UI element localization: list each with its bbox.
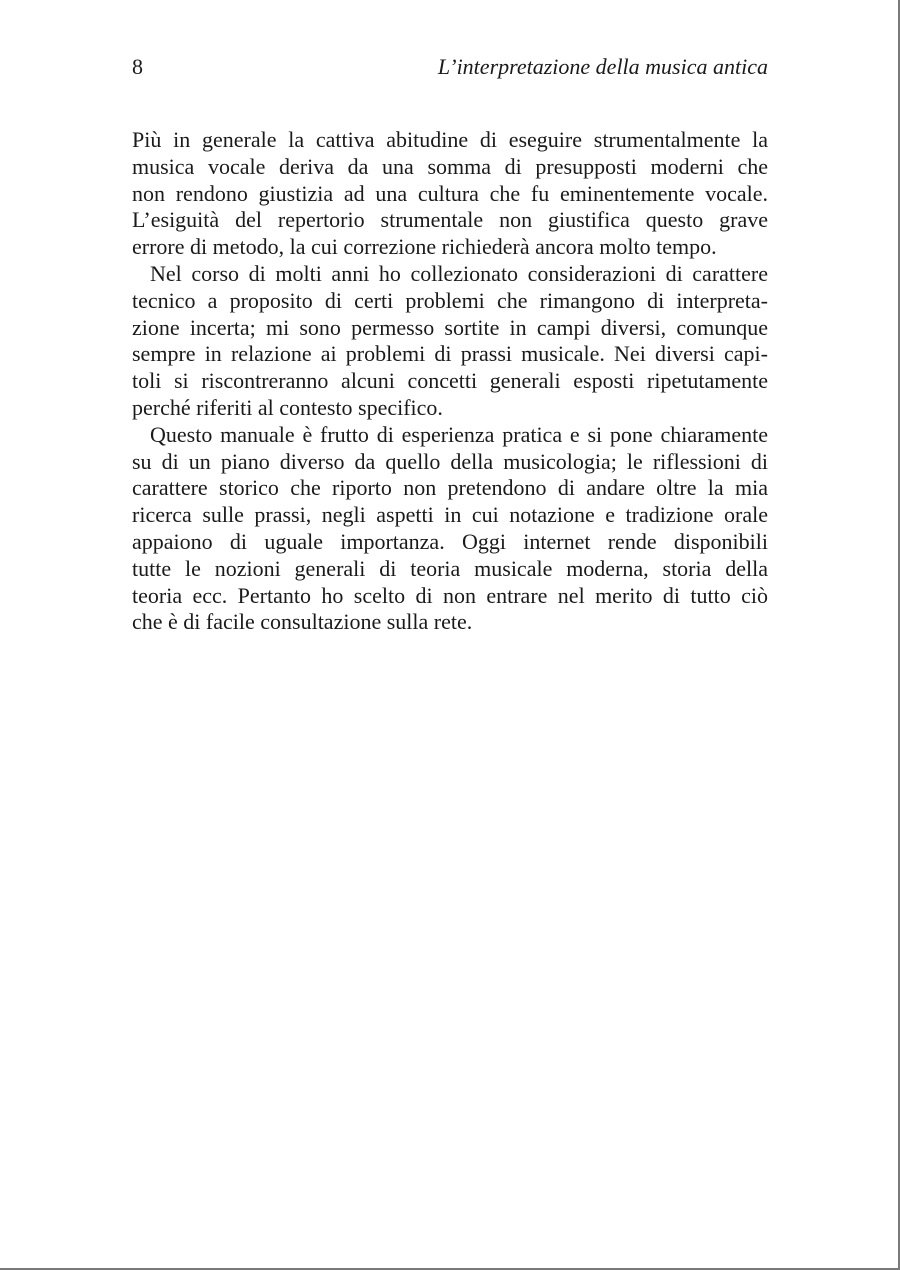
text-line: teoria ecc. Pertanto ho scelto di non entrare nel merito di tutto ciò (132, 582, 768, 608)
body-text (132, 127, 768, 636)
text-line: musica vocale deriva da una somma di presupposti moderni che (132, 153, 768, 179)
text-line: su di un piano diverso da quello della musicologia; le riflessioni di (132, 448, 768, 474)
text-line: Questo manuale è frutto di esperienza pratica e si pone chiaramente (150, 421, 768, 447)
text-line: toli si riscontreranno alcuni concetti generali esposti ripetutamente (132, 368, 768, 394)
paragraph-1 (132, 127, 768, 261)
text-line: errore di metodo, la cui correzione richiederà ancora molto tempo. (132, 234, 717, 260)
text-line: tecnico a proposito di certi problemi che rimangono di interpreta- (132, 287, 768, 313)
page-number: 8 (132, 54, 143, 79)
text-line: L’esiguità del repertorio strumentale non giustifica questo grave (132, 207, 768, 233)
text-line: tutte le nozioni generali di teoria musicale moderna, storia della (132, 555, 768, 581)
text-line: zione incerta; mi sono permesso sortite in campi diversi, comunque (132, 314, 768, 340)
text-line: carattere storico che riporto non pretendono di andare oltre la mia (132, 475, 768, 501)
text-line: che è di facile consultazione sulla rete. (132, 609, 473, 635)
text-line: ricerca sulle prassi, negli aspetti in cui notazione e tradizione orale (132, 502, 768, 528)
text-line: perché riferiti al contesto specifico. (132, 394, 443, 420)
paragraph-3 (132, 422, 768, 636)
running-title: L’interpretazione della musica antica (437, 54, 768, 79)
text-line: appaiono di uguale importanza. Oggi internet rende disponibili (132, 528, 768, 554)
text-line: non rendono giustizia ad una cultura che fu eminentemente vocale. (132, 180, 768, 206)
text-line: Nel corso di molti anni ho collezionato considerazioni di carattere (150, 260, 768, 286)
text-line: sempre in relazione ai problemi di prassi musicale. Nei diversi capi- (132, 341, 768, 367)
running-head (132, 52, 768, 82)
text-line: Più in generale la cattiva abitudine di eseguire strumentalmente la (132, 127, 768, 152)
paragraph-2 (132, 261, 768, 422)
